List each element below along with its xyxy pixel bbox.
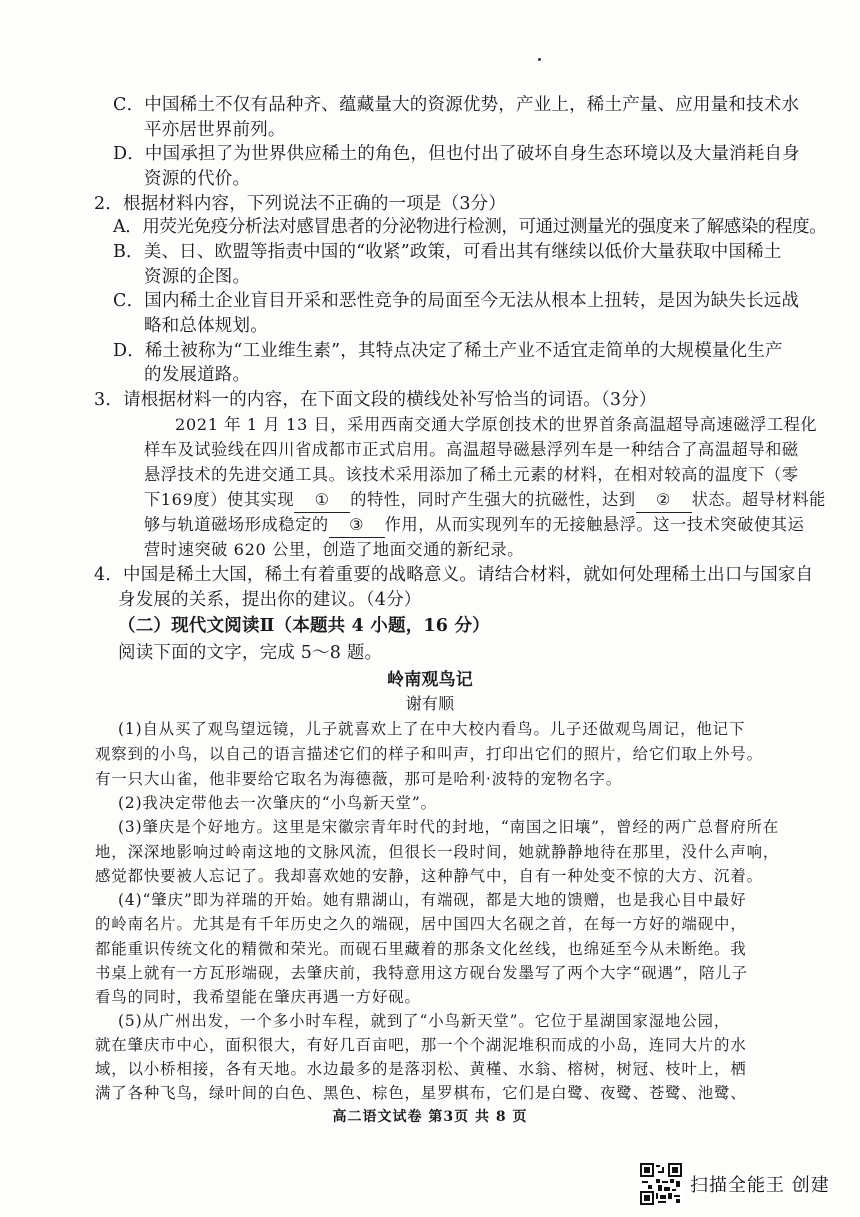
essay-p4-line3: 都能重识传统文化的精微和荣光。而砚石里藏着的那条文化丝线，也绵延至今从未断绝。我 xyxy=(95,940,747,958)
q3-text-segment: 够与轨道磁场形成稳定的 xyxy=(144,515,329,534)
section-heading: （二）现代文阅读Ⅱ（本题共 4 小题，16 分） xyxy=(118,616,490,636)
q3-passage-line5 xyxy=(144,513,804,538)
q3-passage-line4 xyxy=(144,488,826,513)
q3-text-segment: 下169度）使其实现 xyxy=(144,490,295,509)
essay-p4-line5: 看鸟的同时，我希望能在肇庆再遇一方好砚。 xyxy=(95,988,421,1006)
q3-passage-line1: 2021 年 1 月 13 日，采用西南交通大学原创技术的世界首条高温超导高速磁浮工程化 xyxy=(175,415,818,434)
essay-p4-line2: 的岭南名片。尤其是有千年历史之久的端砚，居中国四大名砚之首，在每一方好的端砚中， xyxy=(95,915,747,933)
q1-option-d-line1: D．中国承担了为世界供应稀土的角色，但也付出了破坏自身生态环境以及大量消耗自身 xyxy=(113,144,800,164)
essay-title: 岭南观鸟记 xyxy=(387,670,473,690)
essay-p5-line3: 域，以小桥相接，各有天地。水边最多的是落羽松、黄槿、水翁、榕树，树冠、枝叶上，栖 xyxy=(95,1060,747,1078)
essay-p4-line4: 书桌上就有一方瓦形端砚，去肇庆前，我特意用这方砚台发墨写了两个大字“砚遇”，陪儿子 xyxy=(95,964,748,982)
essay-p1-line2: 观察到的小鸟，以自己的语言描述它们的样子和叫声，打印出它们的照片，给它们取上外号。 xyxy=(95,745,763,763)
qr-code-icon xyxy=(640,1163,682,1205)
essay-p5-line2: 就在肇庆市中心，面积很大，有好几百亩吧，那一个个湖泥堆积而成的小岛，连同大片的水 xyxy=(95,1036,747,1054)
blank-2: ② xyxy=(636,488,692,513)
q2-option-d-line1: D．稀土被称为“工业维生素”，其特点决定了稀土产业不适宜走简单的大规模量化生产 xyxy=(113,341,783,361)
q2-option-b-line2: 资源的企图。 xyxy=(144,267,251,287)
q2-option-c-line2: 略和总体规划。 xyxy=(144,316,268,336)
q1-option-d-line2: 资源的代价。 xyxy=(144,169,251,189)
q2-option-a: A．用荧光免疫分析法对感冒患者的分泌物进行检测，可通过测量光的强度来了解感染的程度。 xyxy=(113,217,827,237)
essay-p4-line1: (4)“肇庆”即为祥瑞的开始。她有鼎湖山，有端砚，都是大地的馈赠，也是我心目中最好 xyxy=(118,891,747,909)
q3-passage-line2: 样车及试验线在四川省成都市正式启用。高温超导磁悬浮列车是一种结合了高温超导和磁 xyxy=(144,440,799,459)
question-3-stem: 3．请根据材料一的内容，在下面文段的横线处补写恰当的词语。（3分） xyxy=(94,390,657,410)
essay-p3-line1: (3)肇庆是个好地方。这里是宋徽宗青年时代的封地，“南国之旧壤”，曾经的两广总督府所在 xyxy=(118,818,780,836)
scanner-watermark xyxy=(640,1163,830,1205)
watermark-label: 扫描全能王 创建 xyxy=(690,1175,830,1196)
essay-p2: (2)我决定带他去一次肇庆的“小鸟新天堂”。 xyxy=(118,794,437,812)
question-4-line1: 4．中国是稀土大国，稀土有着重要的战略意义。请结合材料，就如何处理稀土出口与国家自 xyxy=(94,565,814,585)
q3-text-segment: 作用，从而实现列车的无接触悬浮。这一技术突破使其运 xyxy=(384,515,805,534)
essay-p1-line3: 有一只大山雀，他非要给它取名为海德薇，那可是哈利·波特的宠物名字。 xyxy=(95,770,623,788)
q1-option-c-line2: 平亦居世界前列。 xyxy=(144,120,286,140)
essay-p5-line1: (5)从广州出发，一个多小时车程，就到了“小鸟新天堂”。它位于星湖国家湿地公园， xyxy=(118,1012,731,1030)
reading-instruction: 阅读下面的文字，完成 5～8 题。 xyxy=(118,643,383,663)
q2-option-b-line1: B．美、日、欧盟等指责中国的“收紧”政策，可看出其有继续以低价大量获取中国稀土 xyxy=(113,242,782,262)
essay-p5-line4: 满了各种飞鸟，绿叶间的白色、黑色、棕色，星罗棋布，它们是白鹭、夜鹭、苍鹭、池鹭、 xyxy=(95,1084,747,1102)
blank-3: ③ xyxy=(329,513,385,538)
q3-passage-line3: 悬浮技术的先进交通工具。该技术采用添加了稀土元素的材料，在相对较高的温度下（零 xyxy=(144,465,799,484)
blank-1: ① xyxy=(294,488,350,513)
question-2-stem: 2．根据材料内容，下列说法不正确的一项是（3分） xyxy=(94,194,507,214)
question-4-line2: 身发展的关系，提出你的建议。（4分） xyxy=(118,590,422,610)
q2-option-d-line2: 的发展道路。 xyxy=(144,365,251,385)
q2-option-c-line1: C．国内稀土企业盲目开采和恶性竞争的局面至今无法从根本上扭转，是因为缺失长远战 xyxy=(113,291,800,311)
scan-dot xyxy=(538,58,541,61)
q3-text-segment: 的特性，同时产生强大的抗磁性，达到 xyxy=(350,490,636,509)
q3-text-segment: 状态。超导材料能 xyxy=(691,490,826,509)
page-footer: 高二语文试卷 第3页 共 8 页 xyxy=(332,1109,528,1125)
essay-p1-line1: (1)自从买了观鸟望远镜，儿子就喜欢上了在中大校内看鸟。儿子还做观鸟周记，他记下 xyxy=(118,720,746,738)
q1-option-c-line1: C．中国稀土不仅有品种齐、蕴藏量大的资源优势，产业上，稀土产量、应用量和技术水 xyxy=(113,95,800,115)
q3-passage-line6: 营时速突破 620 公里，创造了地面交通的新纪录。 xyxy=(144,540,524,559)
essay-p3-line3: 感觉都快要被人忘记了。我却喜欢她的安静，这种静气中，自有一种处变不惊的大方、沉着。 xyxy=(95,867,763,885)
essay-author: 谢有顺 xyxy=(405,694,455,713)
essay-p3-line2: 地，深深地影响过岭南这地的文脉风流，但很长一段时间，她就静静地待在那里，没什么声响， xyxy=(95,843,780,861)
